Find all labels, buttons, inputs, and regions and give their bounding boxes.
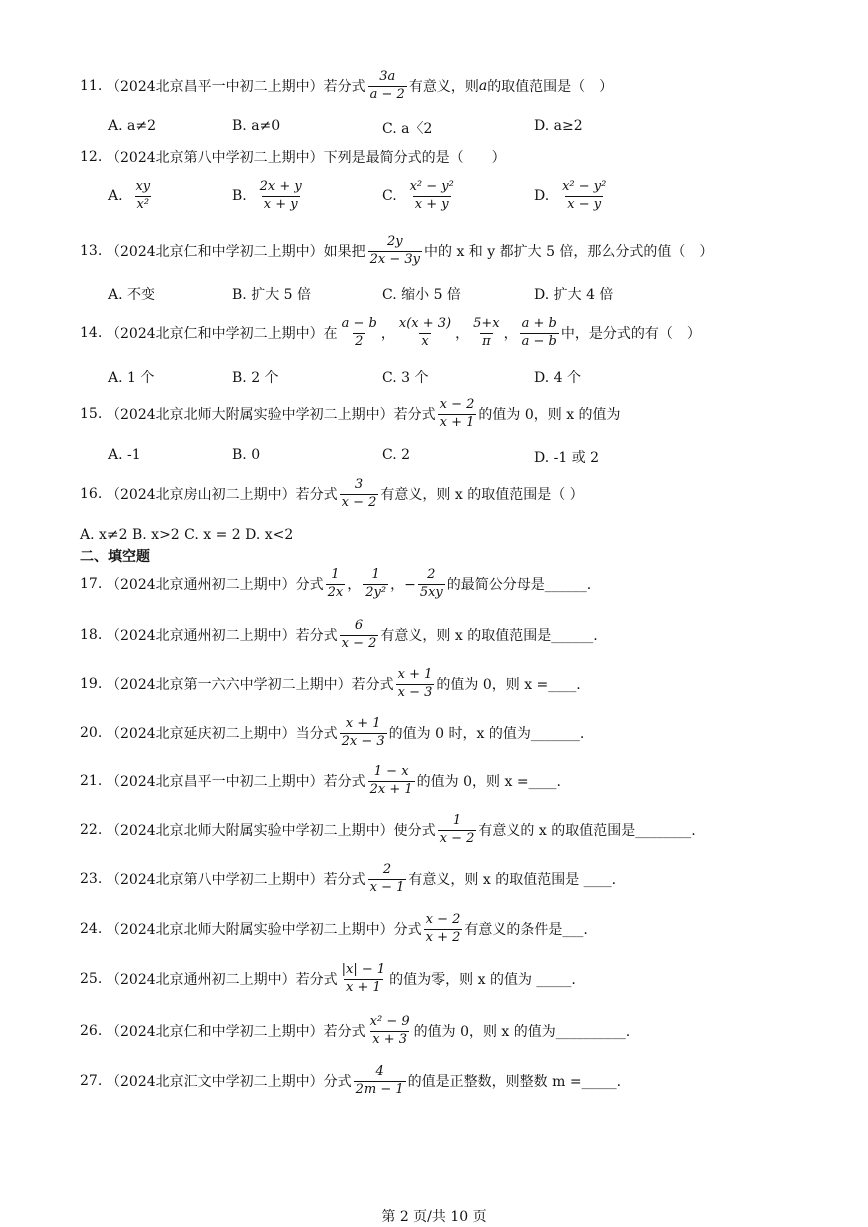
question-text: （2024北京房山初二上期中）若分式 <box>106 487 338 504</box>
question-17: 17. （2024北京通州初二上期中）分式 $\frac{1}{2x}$ ， $\frac{1}{\text{2y²}}$ ，− $\frac{2}{5xy}$ 的最简公分母是______. <box>80 567 592 600</box>
question-number: 12. <box>80 149 103 165</box>
fraction: $\frac{2}{x - 1}$ <box>369 862 405 895</box>
question-text: （2024北京北师大附属实验中学初二上期中）使分式 <box>106 823 436 840</box>
option-a: A. a≠2 <box>108 118 156 134</box>
question-text: （2024北京通州初二上期中）若分式 <box>106 628 338 645</box>
option-a: A. 1 个 <box>108 370 155 386</box>
option-a: A. $\frac{xy}{\text{x²}}$ <box>108 179 151 212</box>
option-b: B. 2 个 <box>232 370 279 386</box>
question-15: 15. （2024北京北师大附属实验中学初二上期中）若分式 $\frac{x - 2}{x + 1}$ 的值为 0，则 x 的值为 <box>80 397 621 430</box>
fraction: $\frac{a - b}{2}$ <box>341 316 377 349</box>
question-number: 15. <box>80 406 103 423</box>
option-d: D. 扩大 4 倍 <box>534 287 614 303</box>
question-20: 20. （2024北京延庆初二上期中）当分式 $\frac{x + 1}{2x - 3}$ 的值为 0 时，x 的值为_______. <box>80 716 585 749</box>
question-24: 24. （2024北京北师大附属实验中学初二上期中）分式 $\frac{x - 2}{x + 2}$ 有意义的条件是___. <box>80 912 588 945</box>
question-text: （2024北京第八中学初二上期中）下列是最简分式的是（ ） <box>106 150 506 166</box>
question-text: （2024北京通州初二上期中）若分式 <box>106 972 338 989</box>
fraction: $\frac{6}{x - 2}$ <box>341 618 377 651</box>
option-d: D. -1 或 2 <box>534 450 600 466</box>
question-number: 18. <box>80 627 103 644</box>
fraction: $\frac{2y}{2x - 3y}$ <box>369 234 421 267</box>
options-16: A. x≠2 B. x>2 C. x = 2 D. x<2 <box>80 527 294 543</box>
question-number: 25. <box>80 971 103 988</box>
question-16: 16. （2024北京房山初二上期中）若分式 $\frac{3}{x - 2}$ 有意义，则 x 的取值范围是（ ） <box>80 477 584 510</box>
fraction: $\frac{x(x + 3)}{x}$ <box>398 316 452 349</box>
question-25: 25. （2024北京通州初二上期中）若分式 $\frac{|x| - 1}{x + 1}$ 的值为零，则 x 的值为 _____. <box>80 962 576 995</box>
question-18: 18. （2024北京通州初二上期中）若分式 $\frac{6}{x - 2}$ 有意义，则 x 的取值范围是______. <box>80 618 598 651</box>
fraction: $\frac{|x| - 1}{x + 1}$ <box>341 962 386 995</box>
question-number: 14. <box>80 325 103 342</box>
question-number: 22. <box>80 822 103 839</box>
option-b: B. 0 <box>232 447 261 463</box>
question-number: 21. <box>80 773 103 790</box>
fraction: $\frac{1}{x - 2}$ <box>439 813 475 846</box>
fraction: $\frac{x - 2}{x + 1}$ <box>439 397 475 430</box>
question-22: 22. （2024北京北师大附属实验中学初二上期中）使分式 $\frac{1}{x - 2}$ 有意义的 x 的取值范围是________. <box>80 813 696 846</box>
question-number: 19. <box>80 676 103 693</box>
option-c: C. 缩小 5 倍 <box>382 287 461 303</box>
option-c: C. a〈2 <box>382 121 433 137</box>
question-number: 23. <box>80 871 103 888</box>
question-19: 19. （2024北京第一六六中学初二上期中）若分式 $\frac{x + 1}{x - 3}$ 的值为 0，则 x =____. <box>80 667 581 700</box>
question-text: （2024北京仁和中学初二上期中）如果把 <box>106 244 366 261</box>
question-text: （2024北京仁和中学初二上期中）若分式 <box>106 1024 366 1041</box>
question-text: （2024北京昌平一中初二上期中）若分式 <box>106 79 366 96</box>
option-d: D. a≥2 <box>534 118 583 134</box>
question-text: （2024北京通州初二上期中）分式 <box>106 577 324 594</box>
question-13: 13. （2024北京仁和中学初二上期中）如果把 $\frac{2y}{2x - 3y}$ 中的 x 和 y 都扩大 5 倍，那么分式的值（ ） <box>80 234 714 267</box>
question-text: （2024北京延庆初二上期中）当分式 <box>106 726 338 743</box>
option-a: A. -1 <box>108 447 141 463</box>
question-number: 26. <box>80 1023 103 1040</box>
question-23: 23. （2024北京第八中学初二上期中）若分式 $\frac{2}{x - 1}$ 有意义，则 x 的取值范围是 ____. <box>80 862 617 895</box>
question-number: 27. <box>80 1073 103 1090</box>
question-text: （2024北京北师大附属实验中学初二上期中）若分式 <box>106 407 436 424</box>
question-number: 17. <box>80 576 103 593</box>
question-12 <box>80 147 506 167</box>
fraction: $\frac{3a}{a - 2}$ <box>369 69 405 102</box>
fraction: $\frac{3}{x - 2}$ <box>341 477 377 510</box>
fraction: $\frac{1 - x}{2x + 1}$ <box>369 764 413 797</box>
question-text: （2024北京昌平一中初二上期中）若分式 <box>106 774 366 791</box>
question-27: 27. （2024北京汇文中学初二上期中）分式 $\frac{4}{2m - 1}$ 的值是正整数，则整数 m =_____. <box>80 1064 622 1097</box>
fraction: $\frac{2}{5xy}$ <box>419 567 443 600</box>
question-11: 11. （2024北京昌平一中初二上期中）若分式 $\frac{3a}{a - 2}$ 有意义，则 a 的取值范围是（ ） <box>80 69 614 102</box>
question-26: 26. （2024北京仁和中学初二上期中）若分式 $\frac{\text{x² − 9}}{x + 3}$ 的值为 0，则 x 的值为__________. <box>80 1014 631 1047</box>
question-number: 20. <box>80 725 103 742</box>
page-footer: 第 2 页/共 10 页 <box>381 1209 487 1225</box>
option-c: C. $\frac{\text{x² − y²}}{x + y}$ <box>382 179 454 212</box>
option-c: C. 2 <box>382 447 411 463</box>
fraction: $\frac{5+x}{\pi}$ <box>473 316 500 349</box>
option-b: B. a≠0 <box>232 118 281 134</box>
fraction: $\frac{x - 2}{x + 2}$ <box>425 912 461 945</box>
fraction: $\frac{x + 1}{x - 3}$ <box>397 667 433 700</box>
fraction: $\frac{a + b}{a - b}$ <box>521 316 557 349</box>
question-21: 21. （2024北京昌平一中初二上期中）若分式 $\frac{1 - x}{2x + 1}$ 的值为 0，则 x =____. <box>80 764 562 797</box>
question-number: 13. <box>80 243 103 260</box>
question-text: （2024北京第八中学初二上期中）若分式 <box>106 872 366 889</box>
option-b: B. 扩大 5 倍 <box>232 287 311 303</box>
question-number: 16. <box>80 486 103 503</box>
option-b: B. $\frac{2x + y}{x + y}$ <box>232 179 302 212</box>
fraction: $\frac{x + 1}{2x - 3}$ <box>341 716 385 749</box>
fraction: $\frac{\text{x² − 9}}{x + 3}$ <box>369 1014 410 1047</box>
question-text: （2024北京第一六六中学初二上期中）若分式 <box>106 677 394 694</box>
option-d: D. $\frac{\text{x² − y²}}{x - y}$ <box>534 179 607 212</box>
question-text: （2024北京北师大附属实验中学初二上期中）分式 <box>106 922 422 939</box>
option-c: C. 3 个 <box>382 370 429 386</box>
option-d: D. 4 个 <box>534 370 581 386</box>
fraction: $\frac{1}{2x}$ <box>327 567 344 600</box>
question-number: 24. <box>80 921 103 938</box>
option-a: A. 不变 <box>108 287 156 303</box>
fraction: $\frac{1}{\text{2y²}}$ <box>365 567 387 600</box>
question-text: （2024北京仁和中学初二上期中）在 <box>106 326 338 343</box>
question-text: （2024北京汇文中学初二上期中）分式 <box>106 1074 352 1091</box>
question-number: 11. <box>80 78 103 95</box>
question-14: 14. （2024北京仁和中学初二上期中）在 $\frac{a - b}{2}$ ， $\frac{x(x + 3)}{x}$ ， $\frac{5+x}{\pi}$ ， $\frac{a + b}{a - b}$ 中，是分式的有（ ） <box>80 316 701 349</box>
section-heading: 二、填空题 <box>80 549 150 565</box>
fraction: $\frac{4}{2m - 1}$ <box>355 1064 404 1097</box>
